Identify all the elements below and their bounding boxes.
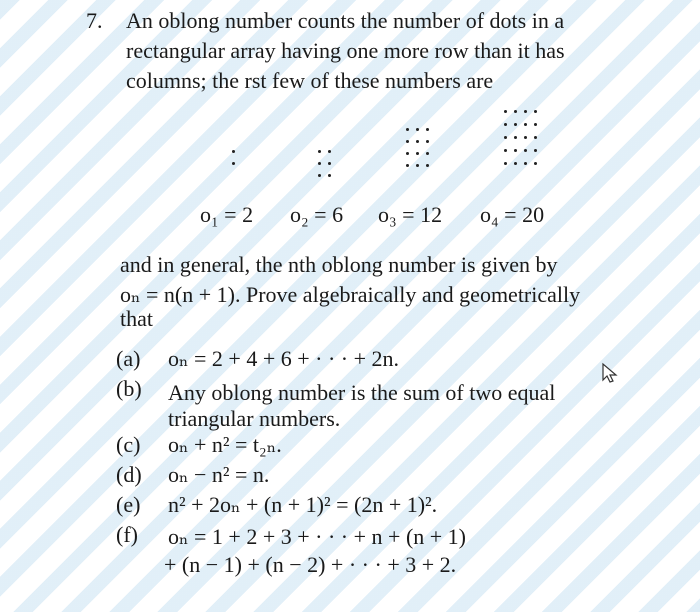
body-line-1: and in general, the nth oblong number is given by [120,252,558,277]
part-b-line-1: Any oblong number is the sum of two equal [168,380,556,405]
part-e-line-1: n² + 2oₙ + (n + 1)² = (2n + 1)². [168,492,438,517]
oblong-label-2: o₂ = 6 [290,202,344,227]
problem-number: 7. [86,8,103,33]
oblong-label-3: o₃ = 12 [378,202,443,227]
part-f-line-2: + (n − 1) + (n − 2) + · · · + 3 + 2. [164,552,457,577]
intro-line-3: columns; the rst few of these numbers are [126,68,494,93]
intro-line-2: rectangular array having one more row than it has [126,38,565,63]
intro-line-1: An oblong number counts the number of dots in a [126,8,565,33]
part-c-line-1: oₙ + n² = t₂ₙ. [168,432,282,457]
part-a-line-1: oₙ = 2 + 4 + 6 + · · · + 2n. [168,346,400,371]
mouse-pointer-icon [600,362,622,384]
part-label-e: (e) [116,492,141,517]
part-d-line-1: oₙ − n² = n. [168,462,270,487]
oblong-label-1: o₁ = 2 [200,202,254,227]
part-label-f: (f) [116,522,138,547]
part-b-line-2: triangular numbers. [168,406,341,431]
part-label-a: (a) [116,346,141,371]
body-line-2: oₙ = n(n + 1). Prove algebraically and geometrically [120,282,581,307]
body-line-3: that [120,306,153,331]
part-label-d: (d) [116,462,142,487]
part-label-c: (c) [116,432,141,457]
part-f-line-1: oₙ = 1 + 2 + 3 + · · · + n + (n + 1) [168,524,466,549]
oblong-label-4: o₄ = 20 [480,202,545,227]
part-label-b: (b) [116,376,142,401]
